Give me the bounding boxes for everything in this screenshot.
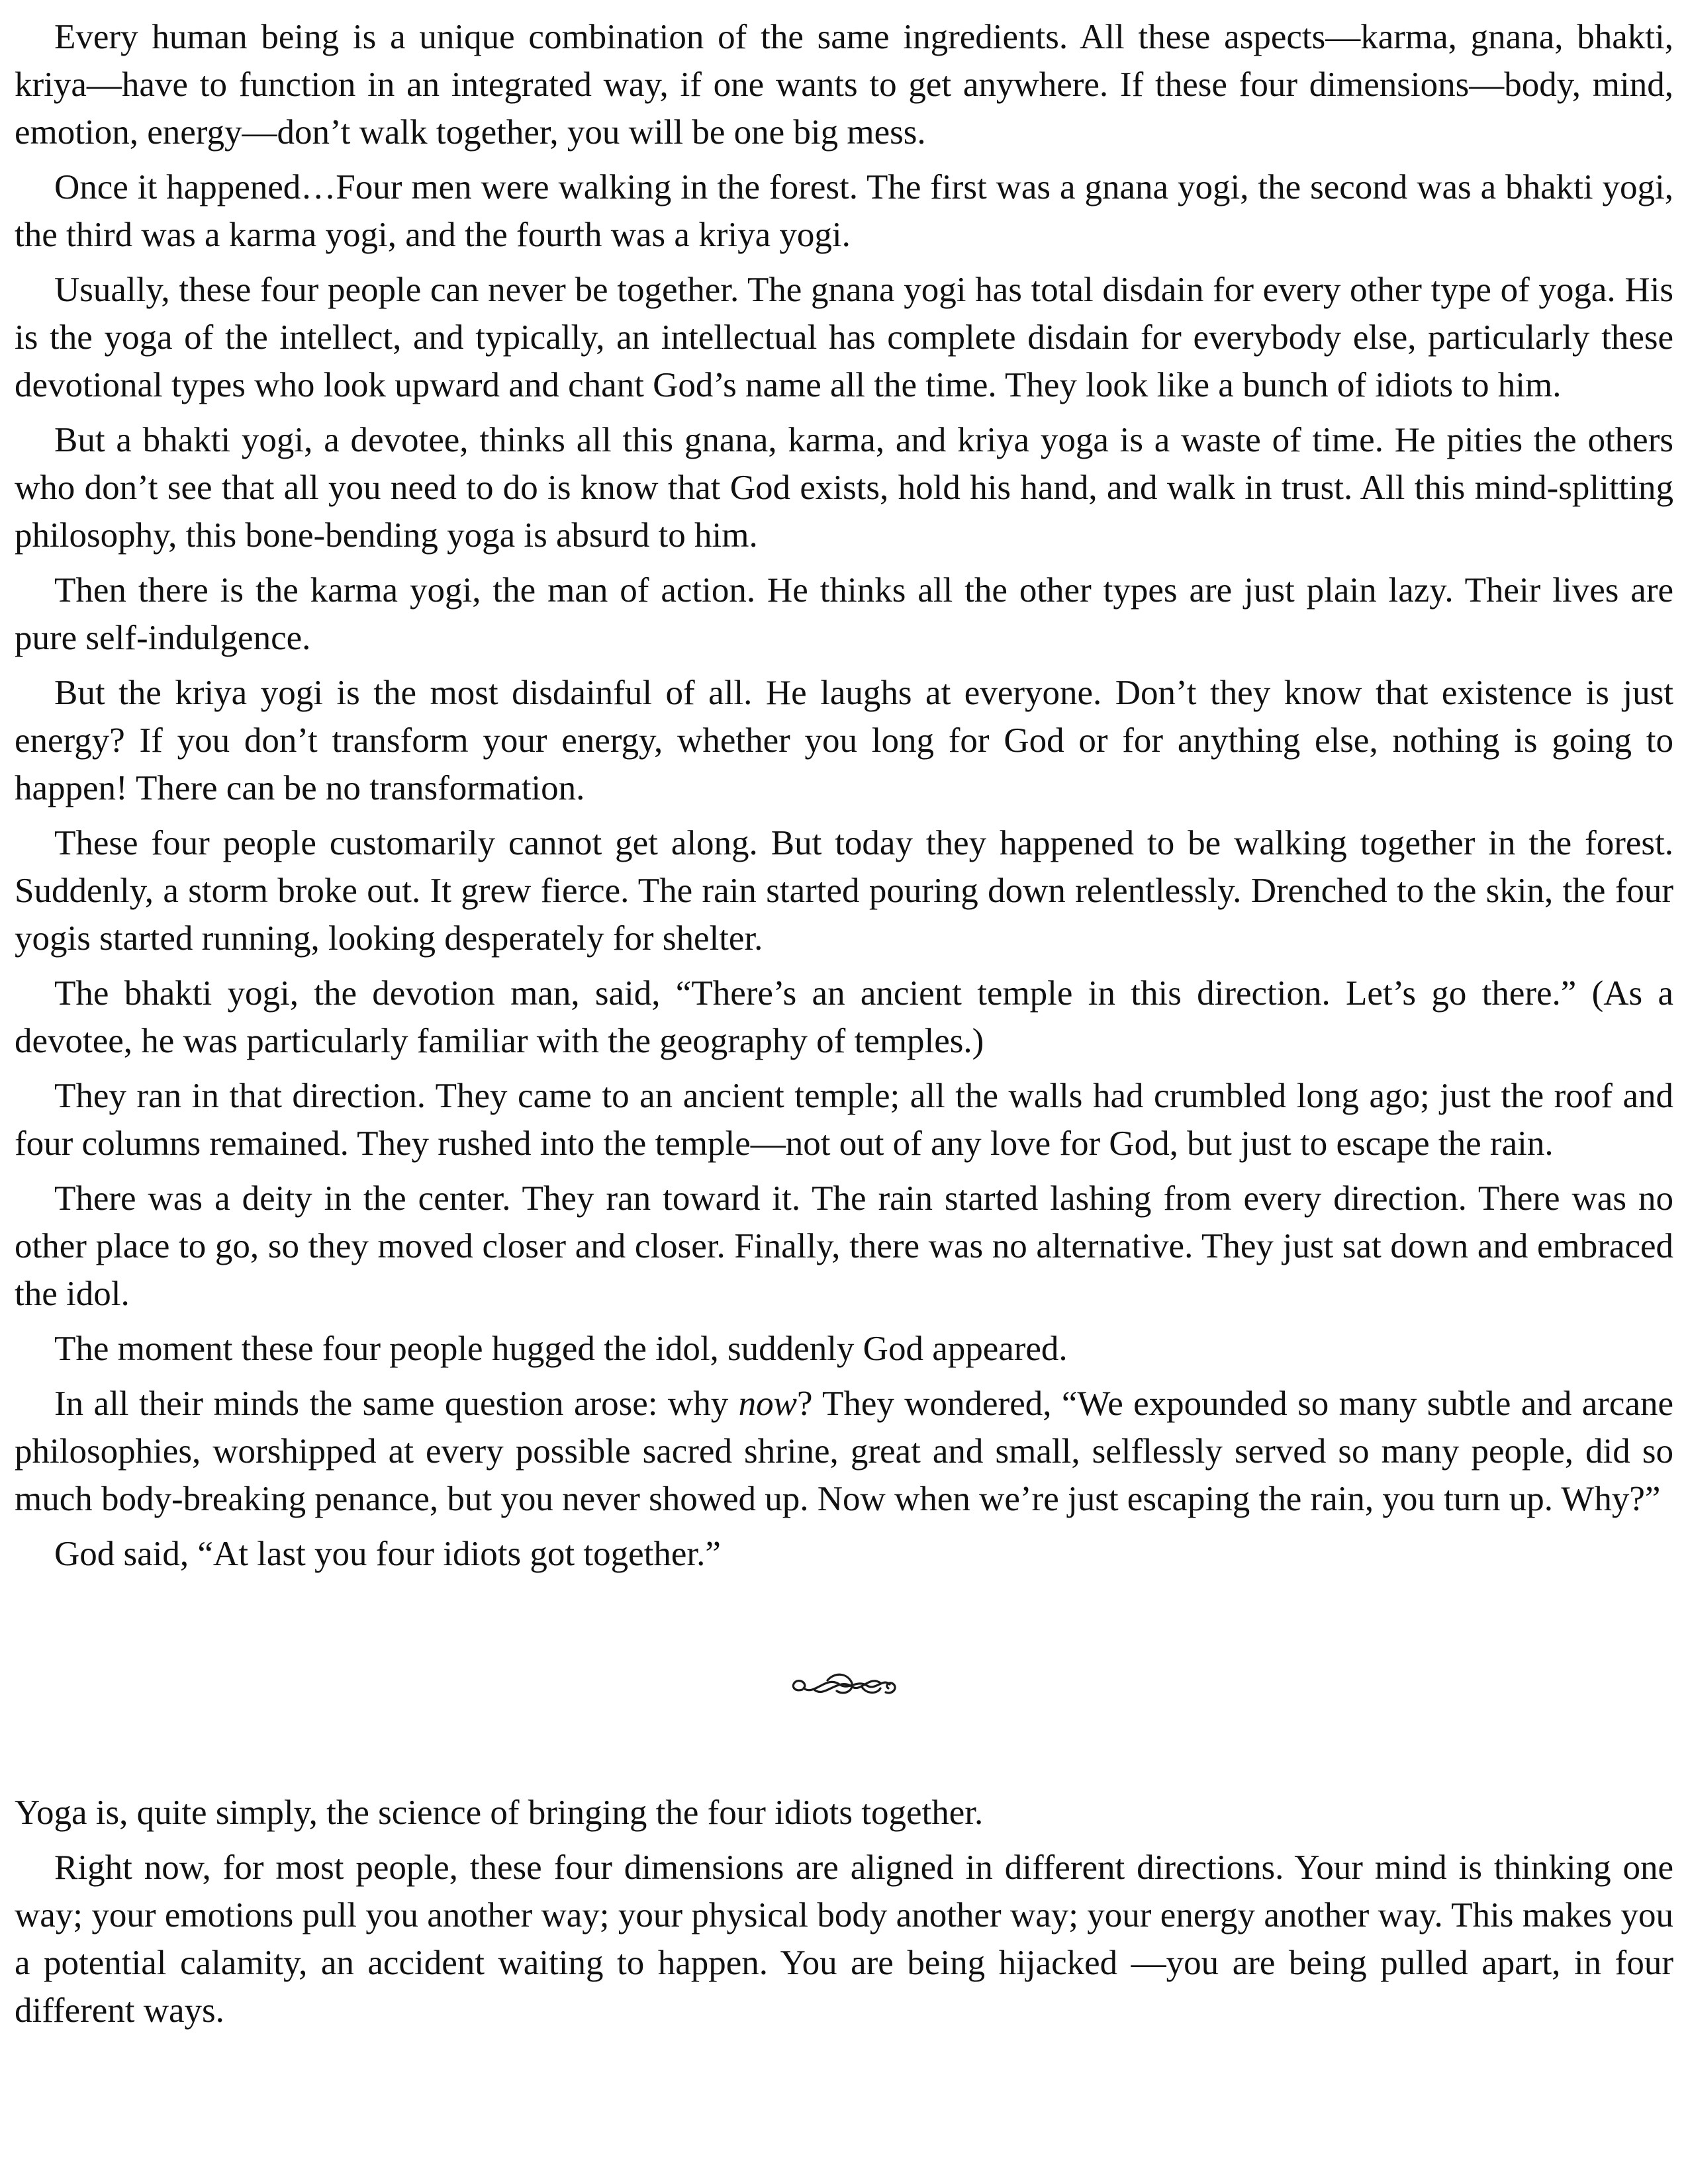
paragraph-gnana-yogi: Usually, these four people can never be together. The gnana yogi has total disdain for every other type of yoga. His is the yoga of the intellect, and typically, an intellectual has complete disdain for everybody else, particularly these devotional types who look upward and chant God’s name all the time. They look like a bunch of idiots to him. (15, 271, 1673, 404)
why-now-text-after: ? They wondered, “We expounded so many subtle and arcane philosophies, worshipped at every possible sacred shrine, great and small, selflessly served so many people, did so much body-breaking penance, but you never showed up. Now when we’re just escaping the rain, you turn up. Why?” (15, 1385, 1673, 1518)
paragraph-four-men: Once it happened…Four men were walking in the forest. The first was a gnana yogi, the second was a bhakti yogi, the third was a karma yogi, and the fourth was a kriya yogi. (15, 168, 1673, 254)
paragraph-god-said: God said, “At last you four idiots got together.” (54, 1535, 721, 1573)
paragraph-four-directions: Right now, for most people, these four dimensions are aligned in different directions. Your mind is thinking one way; your emotions pull you another way; your physical body another way; your energy another way. This makes you a potential calamity, an accident waiting to happen. You are being hijacked —you are being pulled apart, in four different ways. (15, 1848, 1673, 2030)
paragraph-kriya-yogi: But the kriya yogi is the most disdainful of all. He laughs at everyone. Don’t they know that existence is just energy? If you don’t transform your energy, whether you long for God or for anything else, nothing is going to happen! There can be no transformation. (15, 674, 1673, 807)
paragraph-temple-direction: The bhakti yogi, the devotion man, said, “There’s an ancient temple in this direction. Let’s go there.” (As a devotee, he was particularly familiar with the geography of temples.) (15, 974, 1673, 1060)
flourish-divider-icon (788, 1670, 900, 1704)
section-divider (15, 1585, 1673, 1789)
paragraph-karma-yogi: Then there is the karma yogi, the man of action. He thinks all the other types are just plain lazy. Their lives are pure self-indulgence. (15, 571, 1673, 657)
paragraph-ancient-temple: They ran in that direction. They came to an ancient temple; all the walls had crumbled long ago; just the roof and four columns remained. They rushed into the temple—not out of any love for God, but just to escape the rain. (15, 1077, 1673, 1163)
paragraph-god-appeared: The moment these four people hugged the idol, suddenly God appeared. (54, 1330, 1068, 1368)
emphasis-now: now (738, 1385, 797, 1423)
paragraph-storm: These four people customarily cannot get along. But today they happened to be walking together in the forest. Suddenly, a storm broke out. It grew fierce. The rain started pouring down relentlessly. Drenched to the skin, the four yogis started running, looking desperately for shelter. (15, 824, 1673, 958)
why-now-text-before: In all their minds the same question arose: why (54, 1385, 739, 1423)
paragraph-yoga-definition: Yoga is, quite simply, the science of bringing the four idiots together. (15, 1794, 984, 1832)
paragraph-deity: There was a deity in the center. They ran toward it. The rain started lashing from every direction. There was no other place to go, so they moved closer and closer. Finally, there was no alternative. They just sat down and embraced the idol. (15, 1179, 1673, 1313)
document-page (15, 13, 1673, 2042)
paragraph-why-now (15, 1380, 1673, 1523)
paragraph-integrated-aspects: Every human being is a unique combination of the same ingredients. All these aspects—karma, gnana, bhakti, kriya—have to function in an integrated way, if one wants to get anywhere. If these four dimensions—body, mind, emotion, energy—don’t walk together, you will be one big mess. (15, 18, 1673, 152)
paragraph-bhakti-yogi: But a bhakti yogi, a devotee, thinks all this gnana, karma, and kriya yoga is a waste of time. He pities the others who don’t see that all you need to do is know that God exists, hold his hand, and walk in trust. All this mind-splitting philosophy, this bone-bending yoga is absurd to him. (15, 421, 1673, 555)
